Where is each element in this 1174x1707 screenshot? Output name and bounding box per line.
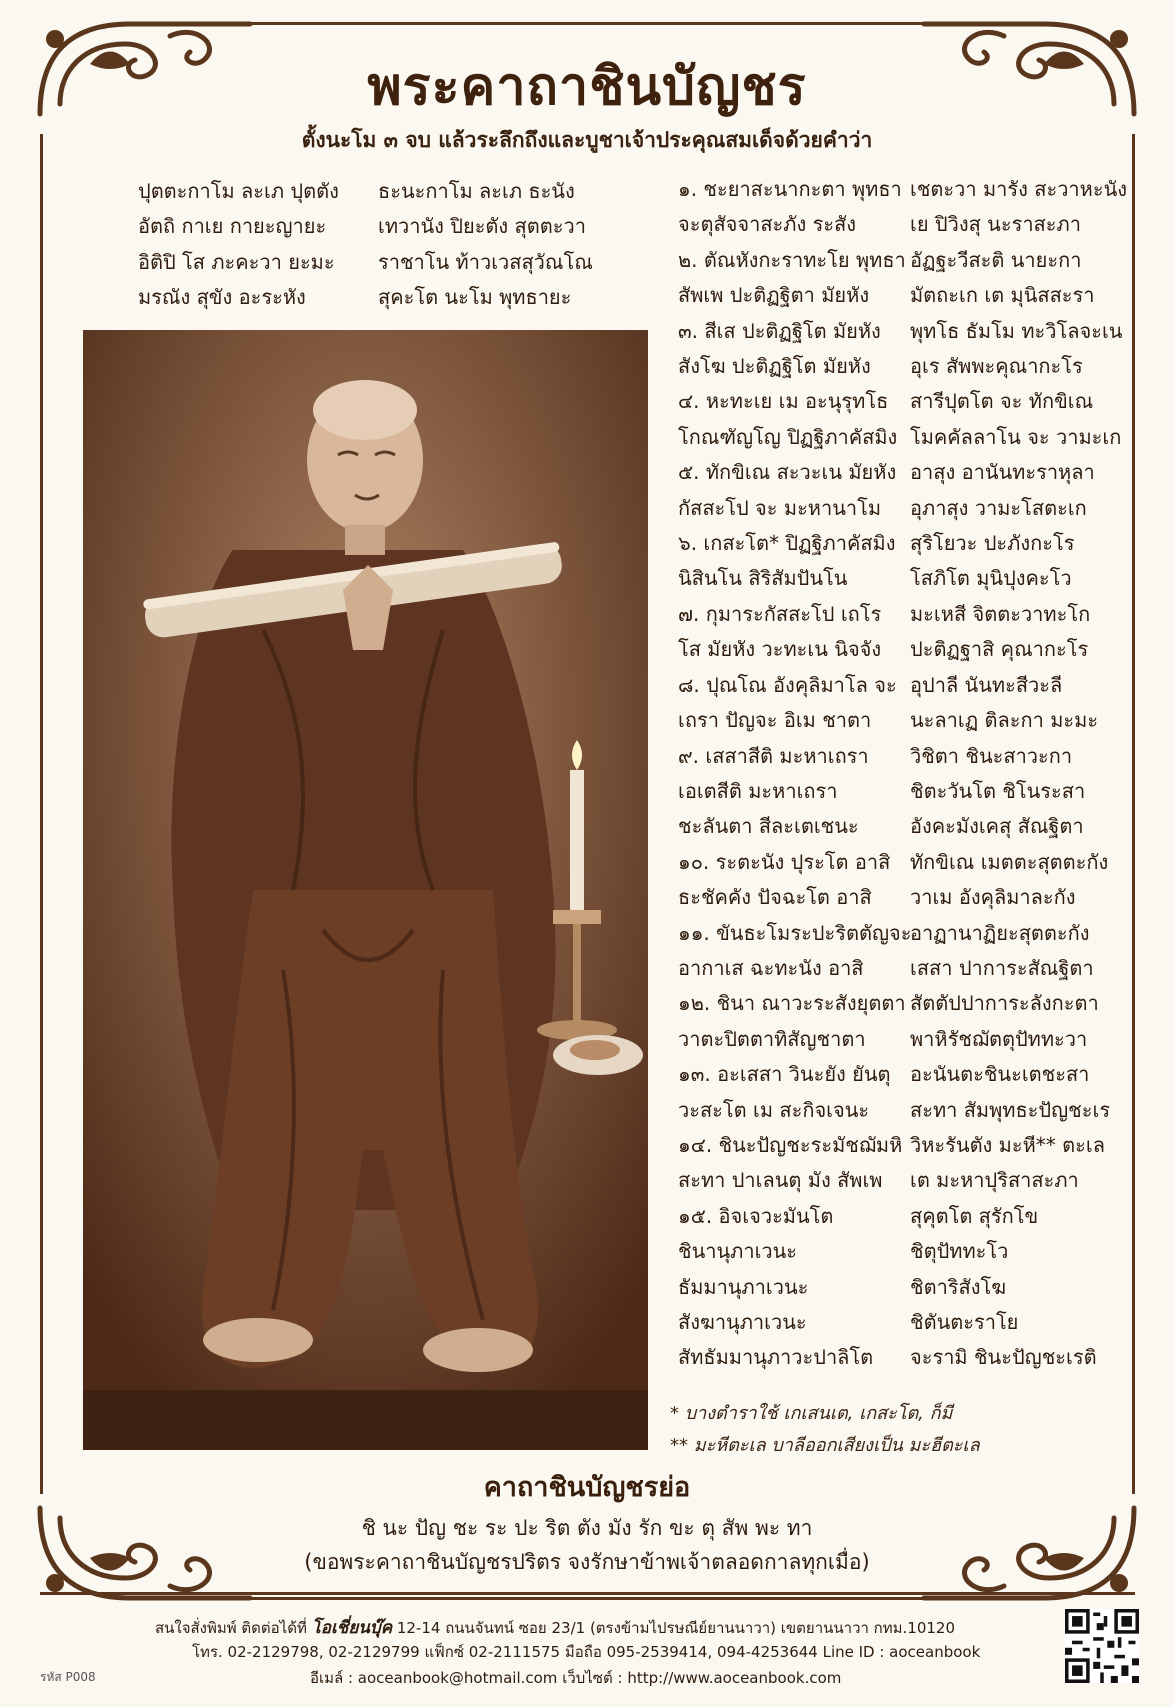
verse-line: อังคะมังเคสุ สัณฐิตา [910, 814, 1084, 839]
verse-line: ธะชัคคัง ปัจฉะโต อาสิ [678, 885, 872, 910]
verse-line: อาฏานาฏิยะสุตตะกัง [910, 920, 1090, 945]
verse-line: อะนันตะชินะเตชะสา [910, 1062, 1090, 1087]
short-verse-title: คาถาชินบัญชรย่อ [483, 1472, 691, 1503]
short-verse-text: ชิ นะ ปัญ ชะ ระ ปะ ริต ตัง มัง รัก ขะ ตุ สัพ พะ ทา [361, 1516, 813, 1540]
verse-line: ชิตะวันโต ชิโนระสา [910, 778, 1086, 803]
monk-figure-image [83, 330, 648, 1450]
verse-line: ทักขิเณ เมตตะสุตตะกัง [910, 849, 1109, 874]
verse-line: ๙. เสสาสีติ มะหาเถรา [678, 743, 869, 768]
verse-line: โกณฑัญโญ ปิฏฐิภาคัสมิง [678, 424, 898, 449]
verse-line: อุปาลี นันทะสีวะลี [910, 672, 1063, 697]
verse-line: ชิตันตะราโย [910, 1310, 1019, 1334]
verse-line: วาตะปิตตาทิสัญชาตา [678, 1026, 866, 1051]
verse-line: ๑๐. ระตะนัง ปุระโต อาสิ [678, 849, 891, 874]
verse-line: ชิตุปัททะโว [910, 1239, 1009, 1264]
short-verse-prayer: (ขอพระคาถาชินบัญชรปริตร จงรักษาข้าพเจ้าตลอดกาลทุกเมื่อ) [304, 1550, 870, 1574]
verse-line: กัสสะโป จะ มะหานาโม [678, 495, 882, 520]
verse-line: เถรา ปัญจะ อิเม ชาตา [678, 708, 872, 733]
monk-photograph [83, 330, 648, 1450]
intro-line: เทวานัง ปิยะตัง สุตตะวา [378, 214, 586, 239]
verse-line: วะสะโต เม สะกิจเจนะ [678, 1097, 870, 1122]
verse-line: ๑๒. ชินา ณาวะระสังยุตตา [678, 991, 906, 1016]
intro-line: มรณัง สุขัง อะระหัง [138, 285, 306, 310]
verse-line: ๖. เกสะโต* ปิฏฐิภาคัสมิง [678, 531, 896, 556]
verse-line: ชินานุภาเวนะ [678, 1239, 798, 1264]
verse-line: สะทา สัมพุทธะปัญชะเร [910, 1097, 1111, 1122]
verse-line: เต มะหาปุริสาสะภา [910, 1168, 1079, 1193]
verse-line: โมคคัลลาโน จะ วามะเก [910, 424, 1122, 449]
verse-line: โสภิโต มุนิปุงคะโว [910, 566, 1072, 591]
intro-line: ราชาโน ท้าวเวสสุวัณโณ [378, 249, 593, 274]
verse-line: พุทโธ ธัมโม ทะวิโลจะเน [910, 318, 1123, 343]
qr-code-icon [1065, 1609, 1139, 1683]
verse-line: ปะติฏฐาสิ คุณากะโร [910, 637, 1089, 662]
verse-line: สุคุตโต สุรักโข [910, 1203, 1039, 1228]
verse-line: ๑๕. อิจเจวะมันโต [678, 1203, 834, 1228]
page-subtitle: ตั้งนะโม ๓ จบ แล้วระลึกถึงและบูชาเจ้าประคุณสมเด็จด้วยคำว่า [301, 128, 873, 152]
verse-line: ชิตาริสังโฆ [910, 1274, 1007, 1299]
verse-line: ๓. สีเส ปะติฏฐิโต มัยหัง [678, 318, 881, 343]
verse-column-1 [678, 172, 911, 1376]
footer-divider [40, 1592, 1135, 1595]
verse-line: สัตตัปปาการะลังกะตา [910, 991, 1099, 1016]
verse-line: เย ปิวิงสุ นะราสะภา [910, 212, 1081, 237]
verse-line: ๒. ตัณหังกะราทะโย พุทธา [678, 247, 906, 272]
product-code: รหัส P008 [40, 1670, 96, 1684]
company-address: 12-14 ถนนจันทน์ ซอย 23/1 (ตรงข้ามไปรษณีย์ยานนาวา) เขตยานนาวา กทม.10120 [396, 1619, 956, 1637]
verse-line: ๑๔. ชินะปัญชะระมัชฌัมหิ [678, 1132, 903, 1157]
verse-line: มัตถะเก เต มุนิสสะรา [910, 283, 1095, 308]
verse-line: ๕. ทักขิเณ สะวะเน มัยหัง [678, 460, 897, 485]
verse-line: วิหะรันตัง มะหี** ตะเล [910, 1132, 1105, 1157]
intro-column-1 [138, 174, 339, 316]
intro-line: อัตถิ กาเย กายะญายะ [138, 214, 327, 239]
verse-line: จะรามิ ชินะปัญชะเรติ [910, 1345, 1097, 1370]
verse-line: เสสา ปาการะสัณฐิตา [910, 955, 1094, 980]
verse-line: อุเร สัพพะคุณากะโร [910, 354, 1083, 379]
verse-line: สังฆานุภาเวนะ [678, 1310, 807, 1334]
verse-line: อัฏฐะวีสะติ นายะกา [910, 247, 1082, 272]
verse-line: เอเตสีติ มะหาเถรา [678, 778, 838, 803]
verse-line: นิสินโน สิริสัมปันโน [678, 566, 848, 591]
verse-line: จะตุสัจจาสะภัง ระสัง [678, 212, 857, 237]
footnote-1: * บางตำราใช้ เกเสนเต, เกสะโต, ก็มี [670, 1403, 953, 1424]
verse-line: อุภาสุง วามะโสตะเก [910, 495, 1087, 520]
verse-line: ๔. หะทะเย เม อะนุรุทโธ [678, 389, 889, 414]
page-title: พระคาถาชินบัญชร [367, 56, 807, 117]
footer-phone-line: โทร. 02-2129798, 02-2129799 แฟ็กซ์ 02-2111575 มือถือ 095-2539414, 094-4253644 Line ID : aoceanbook [192, 1643, 981, 1661]
footnote-2: ** มะหีตะเล บาลีออกเสียงเป็น มะฮีตะเล [670, 1435, 980, 1456]
verse-column-2 [910, 172, 1127, 1376]
verse-line: พาหิรัชฌัตตุปัททะวา [910, 1026, 1088, 1051]
verse-line: เชตะวา มารัง สะวาหะนัง [910, 177, 1128, 201]
verse-line: สะทา ปาเลนตุ มัง สัพเพ [678, 1168, 883, 1193]
verse-line: ชะลันตา สีละเตเชนะ [678, 814, 859, 839]
verse-line: ๘. ปุณโณ อังคุลิมาโล จะ [678, 672, 897, 697]
intro-column-2 [378, 174, 593, 316]
intro-line: อิติปิ โส ภะคะวา ยะมะ [138, 249, 335, 274]
verse-line: สัพเพ ปะติฏฐิตา มัยหัง [678, 283, 870, 308]
footer-contact-line: อีเมล์ : aoceanbook@hotmail.com เว็บไซต์ : http://www.aoceanbook.com [310, 1669, 842, 1687]
footer-order-line [155, 1614, 955, 1641]
intro-line: ปุตตะกาโม ละเภ ปุตตัง [138, 179, 339, 203]
intro-line: ธะนะกาโม ละเภ ธะนัง [378, 179, 575, 203]
verse-line: นะลาเฏ ติละกา มะมะ [910, 708, 1099, 733]
verse-line: สารีปุตโต จะ ทักขิเณ [910, 389, 1094, 414]
verse-line: ๗. กุมาระกัสสะโป เถโร [678, 601, 882, 626]
verse-line: สุริโยวะ ปะภังกะโร [910, 531, 1075, 556]
verse-line: สังโฆ ปะติฏฐิโต มัยหัง [678, 354, 871, 379]
verse-line: ๑๑. ขันธะโมระปะริตตัญจะ [678, 920, 912, 945]
verse-line: สัทธัมมานุภาวะปาลิโต [678, 1345, 874, 1370]
order-label: สนใจสั่งพิมพ์ ติดต่อได้ที่ [155, 1619, 307, 1637]
verse-line: วาเม อังคุลิมาละกัง [910, 885, 1076, 910]
intro-line: สุคะโต นะโม พุทธายะ [378, 285, 572, 310]
verse-line: ธัมมานุภาเวนะ [678, 1274, 809, 1299]
verse-line: วิชิตา ชินะสาวะกา [910, 743, 1073, 768]
verse-line: โส มัยหัง วะทะเน นิจจัง [678, 637, 882, 662]
company-name: โอเชี่ยนบุ๊ค [311, 1618, 393, 1638]
verse-line: อากาเส ฉะทะนัง อาสิ [678, 955, 864, 980]
verse-line: อาสุง อานันทะราหุลา [910, 460, 1095, 485]
verse-line: ๑๓. อะเสสา วินะยัง ยันตุ [678, 1062, 891, 1087]
verse-line: ๑. ชะยาสะนากะตา พุทธา [678, 177, 902, 201]
verse-line: มะเหสี จิตตะวาทะโก [910, 601, 1091, 626]
